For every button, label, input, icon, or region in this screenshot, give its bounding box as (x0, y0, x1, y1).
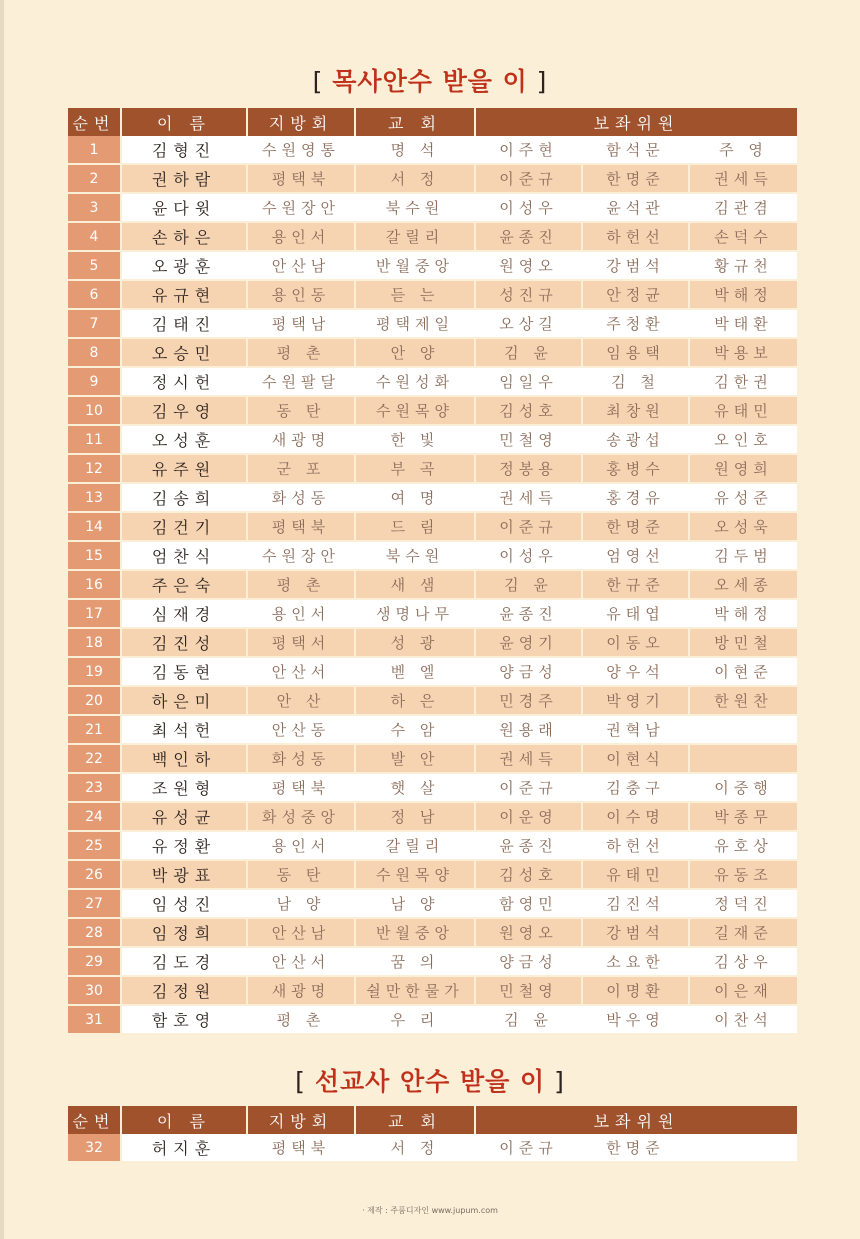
person-name: 최석헌 (121, 715, 247, 744)
person-name: 김태진 (121, 309, 247, 338)
church: 새 샘 (355, 570, 475, 599)
assistant-3: 정덕진 (689, 889, 797, 918)
assistant-1: 김성호 (475, 396, 582, 425)
person-name: 김우영 (121, 396, 247, 425)
row-number: 12 (68, 454, 121, 483)
table-row (68, 918, 797, 947)
table-row (68, 860, 797, 889)
church: 쉴만한물가 (355, 976, 475, 1005)
assistant-1: 윤영기 (475, 628, 582, 657)
district: 새광명 (247, 976, 355, 1005)
assistant-3: 이찬석 (689, 1005, 797, 1034)
district: 용인동 (247, 280, 355, 309)
assistant-1: 이준규 (475, 164, 582, 193)
row-number: 14 (68, 512, 121, 541)
person-name: 오승민 (121, 338, 247, 367)
church: 안 양 (355, 338, 475, 367)
assistant-3: 김관겸 (689, 193, 797, 222)
table-row (68, 280, 797, 309)
assistant-2: 하헌선 (582, 831, 689, 860)
assistant-2: 양우석 (582, 657, 689, 686)
table-row (68, 773, 797, 802)
assistant-2: 임용택 (582, 338, 689, 367)
assistant-1: 원영오 (475, 918, 582, 947)
person-name: 오성훈 (121, 425, 247, 454)
assistant-1: 민철영 (475, 425, 582, 454)
district: 평 촌 (247, 570, 355, 599)
table-row (68, 686, 797, 715)
assistant-1: 윤종진 (475, 831, 582, 860)
header-district: 지방회 (247, 108, 355, 136)
assistant-2: 홍병수 (582, 454, 689, 483)
assistant-1: 오상길 (475, 309, 582, 338)
district: 평택북 (247, 512, 355, 541)
assistant-2: 함석문 (582, 136, 689, 164)
section-title-text: 선교사 안수 받을 이 (314, 1067, 546, 1096)
church: 수원목양 (355, 396, 475, 425)
table-row (68, 541, 797, 570)
assistant-1: 민철영 (475, 976, 582, 1005)
row-number: 3 (68, 193, 121, 222)
row-number: 11 (68, 425, 121, 454)
assistant-2: 박영기 (582, 686, 689, 715)
row-number: 29 (68, 947, 121, 976)
assistant-1: 김 윤 (475, 1005, 582, 1034)
header-assistants: 보좌위원 (475, 1106, 797, 1134)
assistant-2: 한규준 (582, 570, 689, 599)
assistant-3: 박해정 (689, 599, 797, 628)
header-name: 이 름 (121, 1106, 247, 1134)
church: 한 빛 (355, 425, 475, 454)
assistant-2: 한명준 (582, 1134, 689, 1162)
assistant-2: 권혁남 (582, 715, 689, 744)
table-row (68, 715, 797, 744)
assistant-1: 이준규 (475, 1134, 582, 1162)
table-row (68, 425, 797, 454)
header-church: 교 회 (355, 1106, 475, 1134)
assistant-1: 이성우 (475, 193, 582, 222)
table-row (68, 483, 797, 512)
table-row (68, 396, 797, 425)
district: 수원영통 (247, 136, 355, 164)
assistant-3: 주 영 (689, 136, 797, 164)
person-name: 권하람 (121, 164, 247, 193)
person-name: 정시헌 (121, 367, 247, 396)
assistant-2: 유태민 (582, 860, 689, 889)
person-name: 김도경 (121, 947, 247, 976)
district: 용인서 (247, 222, 355, 251)
church: 벧 엘 (355, 657, 475, 686)
row-number: 9 (68, 367, 121, 396)
row-number: 10 (68, 396, 121, 425)
district: 안산서 (247, 947, 355, 976)
table-row (68, 599, 797, 628)
assistant-3: 손덕수 (689, 222, 797, 251)
row-number: 8 (68, 338, 121, 367)
row-number: 22 (68, 744, 121, 773)
person-name: 박광표 (121, 860, 247, 889)
church: 수원성화 (355, 367, 475, 396)
assistant-2: 강범석 (582, 251, 689, 280)
assistant-3: 유태민 (689, 396, 797, 425)
assistant-1: 이성우 (475, 541, 582, 570)
assistant-1: 권세득 (475, 483, 582, 512)
assistant-3: 박용보 (689, 338, 797, 367)
district: 안산동 (247, 715, 355, 744)
assistant-1: 윤종진 (475, 599, 582, 628)
church: 서 정 (355, 164, 475, 193)
district: 평 촌 (247, 1005, 355, 1034)
table-row (68, 193, 797, 222)
assistant-1: 김성호 (475, 860, 582, 889)
church: 남 양 (355, 889, 475, 918)
header-district: 지방회 (247, 1106, 355, 1134)
district: 새광명 (247, 425, 355, 454)
person-name: 함호영 (121, 1005, 247, 1034)
table-row (68, 657, 797, 686)
district: 평택북 (247, 773, 355, 802)
row-number: 32 (68, 1134, 121, 1162)
assistant-2: 최창원 (582, 396, 689, 425)
assistant-1: 이준규 (475, 512, 582, 541)
person-name: 김동현 (121, 657, 247, 686)
church: 듣 는 (355, 280, 475, 309)
row-number: 21 (68, 715, 121, 744)
assistant-3: 이현준 (689, 657, 797, 686)
assistant-1: 이운영 (475, 802, 582, 831)
section-title-missionary: [ 선교사 안수 받을 이 ] (295, 1067, 565, 1096)
row-number: 5 (68, 251, 121, 280)
person-name: 유정환 (121, 831, 247, 860)
assistant-1: 민경주 (475, 686, 582, 715)
church: 성 광 (355, 628, 475, 657)
district: 수원장안 (247, 541, 355, 570)
person-name: 백인하 (121, 744, 247, 773)
person-name: 유규현 (121, 280, 247, 309)
church: 수 암 (355, 715, 475, 744)
assistant-3: 권세득 (689, 164, 797, 193)
row-number: 15 (68, 541, 121, 570)
person-name: 심재경 (121, 599, 247, 628)
person-name: 유성균 (121, 802, 247, 831)
table-header-row (68, 1106, 797, 1134)
table-row (68, 367, 797, 396)
district: 동 탄 (247, 860, 355, 889)
assistant-1: 이준규 (475, 773, 582, 802)
assistant-2: 이수명 (582, 802, 689, 831)
table-row (68, 1005, 797, 1034)
church: 꿈 의 (355, 947, 475, 976)
assistant-2: 안정균 (582, 280, 689, 309)
header-number: 순번 (68, 1106, 121, 1134)
church: 드 림 (355, 512, 475, 541)
church: 반월중앙 (355, 918, 475, 947)
assistant-3: 황규천 (689, 251, 797, 280)
table-row (68, 831, 797, 860)
district: 남 양 (247, 889, 355, 918)
assistant-1: 임일우 (475, 367, 582, 396)
section-title-ordination: [ 목사안수 받을 이 ] (312, 67, 548, 96)
assistant-1: 함영민 (475, 889, 582, 918)
district: 수원장안 (247, 193, 355, 222)
assistant-3: 박해정 (689, 280, 797, 309)
district: 안산서 (247, 657, 355, 686)
church: 부 곡 (355, 454, 475, 483)
assistant-2: 유태엽 (582, 599, 689, 628)
person-name: 윤다윗 (121, 193, 247, 222)
assistant-3: 길재준 (689, 918, 797, 947)
table-row (68, 251, 797, 280)
church: 우 리 (355, 1005, 475, 1034)
district: 평택남 (247, 309, 355, 338)
district: 평택북 (247, 1134, 355, 1162)
assistant-1: 성진규 (475, 280, 582, 309)
assistant-1: 윤종진 (475, 222, 582, 251)
row-number: 27 (68, 889, 121, 918)
church: 북수원 (355, 193, 475, 222)
assistant-2: 하헌선 (582, 222, 689, 251)
church: 명 석 (355, 136, 475, 164)
assistant-2: 주청환 (582, 309, 689, 338)
assistant-1: 권세득 (475, 744, 582, 773)
assistant-2: 송광섭 (582, 425, 689, 454)
assistant-1: 양금성 (475, 657, 582, 686)
table-row (68, 889, 797, 918)
ordination-table (68, 108, 797, 1035)
assistant-2: 강범석 (582, 918, 689, 947)
assistant-3: 김두범 (689, 541, 797, 570)
person-name: 주은숙 (121, 570, 247, 599)
assistant-2: 이명환 (582, 976, 689, 1005)
assistant-3: 오인호 (689, 425, 797, 454)
row-number: 30 (68, 976, 121, 1005)
table-header-row (68, 108, 797, 136)
person-name: 김건기 (121, 512, 247, 541)
assistant-3 (689, 715, 797, 744)
row-number: 20 (68, 686, 121, 715)
assistant-2: 소요한 (582, 947, 689, 976)
header-name: 이 름 (121, 108, 247, 136)
district: 화성동 (247, 744, 355, 773)
person-name: 손하은 (121, 222, 247, 251)
assistant-2: 이동오 (582, 628, 689, 657)
person-name: 조원형 (121, 773, 247, 802)
assistant-1: 이주현 (475, 136, 582, 164)
header-number: 순번 (68, 108, 121, 136)
person-name: 김형진 (121, 136, 247, 164)
person-name: 오광훈 (121, 251, 247, 280)
row-number: 1 (68, 136, 121, 164)
church: 하 은 (355, 686, 475, 715)
section-title-text: 목사안수 받을 이 (332, 67, 528, 96)
district: 화성중앙 (247, 802, 355, 831)
church: 정 남 (355, 802, 475, 831)
district: 용인서 (247, 599, 355, 628)
district: 군 포 (247, 454, 355, 483)
assistant-3: 원영희 (689, 454, 797, 483)
row-number: 26 (68, 860, 121, 889)
assistant-3: 유동조 (689, 860, 797, 889)
row-number: 25 (68, 831, 121, 860)
district: 안산남 (247, 918, 355, 947)
church: 갈릴리 (355, 831, 475, 860)
assistant-2: 윤석관 (582, 193, 689, 222)
row-number: 18 (68, 628, 121, 657)
assistant-3: 김한권 (689, 367, 797, 396)
person-name: 김송희 (121, 483, 247, 512)
table-row (68, 136, 797, 164)
table-row (68, 164, 797, 193)
person-name: 엄찬식 (121, 541, 247, 570)
row-number: 4 (68, 222, 121, 251)
row-number: 2 (68, 164, 121, 193)
assistant-3: 오성욱 (689, 512, 797, 541)
district: 동 탄 (247, 396, 355, 425)
district: 평택북 (247, 164, 355, 193)
assistant-3 (689, 744, 797, 773)
person-name: 유주원 (121, 454, 247, 483)
district: 평택서 (247, 628, 355, 657)
assistant-2: 홍경유 (582, 483, 689, 512)
page-left-edge (0, 0, 4, 1239)
church: 수원목양 (355, 860, 475, 889)
assistant-1: 김 윤 (475, 338, 582, 367)
table-row (68, 570, 797, 599)
assistant-2: 김충구 (582, 773, 689, 802)
district: 화성동 (247, 483, 355, 512)
assistant-3: 이은재 (689, 976, 797, 1005)
assistant-2: 김 철 (582, 367, 689, 396)
assistant-3: 박태환 (689, 309, 797, 338)
church: 발 안 (355, 744, 475, 773)
district: 용인서 (247, 831, 355, 860)
row-number: 19 (68, 657, 121, 686)
table-row (68, 454, 797, 483)
church: 햇 살 (355, 773, 475, 802)
assistant-3: 한원찬 (689, 686, 797, 715)
row-number: 16 (68, 570, 121, 599)
person-name: 임성진 (121, 889, 247, 918)
row-number: 13 (68, 483, 121, 512)
assistant-2: 이현식 (582, 744, 689, 773)
person-name: 하은미 (121, 686, 247, 715)
row-number: 17 (68, 599, 121, 628)
church: 평택제일 (355, 309, 475, 338)
church: 생명나무 (355, 599, 475, 628)
person-name: 임정희 (121, 918, 247, 947)
assistant-3: 유호상 (689, 831, 797, 860)
assistant-1: 양금성 (475, 947, 582, 976)
row-number: 23 (68, 773, 121, 802)
table-row (68, 744, 797, 773)
assistant-2: 한명준 (582, 512, 689, 541)
assistant-3 (689, 1134, 797, 1162)
assistant-3: 이중행 (689, 773, 797, 802)
table-row (68, 976, 797, 1005)
table-row (68, 338, 797, 367)
row-number: 6 (68, 280, 121, 309)
church: 북수원 (355, 541, 475, 570)
row-number: 28 (68, 918, 121, 947)
assistant-3: 김상우 (689, 947, 797, 976)
row-number: 24 (68, 802, 121, 831)
district: 수원팔달 (247, 367, 355, 396)
header-assistants: 보좌위원 (475, 108, 797, 136)
missionary-table (68, 1106, 797, 1163)
church: 서 정 (355, 1134, 475, 1162)
assistant-2: 김진석 (582, 889, 689, 918)
assistant-3: 방민철 (689, 628, 797, 657)
assistant-2: 엄영선 (582, 541, 689, 570)
row-number: 31 (68, 1005, 121, 1034)
person-name: 김정원 (121, 976, 247, 1005)
assistant-3: 유성준 (689, 483, 797, 512)
table-row (68, 309, 797, 338)
assistant-3: 박종무 (689, 802, 797, 831)
assistant-1: 원영오 (475, 251, 582, 280)
church: 갈릴리 (355, 222, 475, 251)
district: 평 촌 (247, 338, 355, 367)
district: 안산남 (247, 251, 355, 280)
table-row (68, 947, 797, 976)
assistant-2: 박우영 (582, 1005, 689, 1034)
assistant-1: 정봉용 (475, 454, 582, 483)
header-church: 교 회 (355, 108, 475, 136)
person-name: 허지훈 (121, 1134, 247, 1162)
assistant-1: 김 윤 (475, 570, 582, 599)
church: 반월중앙 (355, 251, 475, 280)
assistant-3: 오세종 (689, 570, 797, 599)
assistant-1: 원용래 (475, 715, 582, 744)
table-row (68, 222, 797, 251)
assistant-2: 한명준 (582, 164, 689, 193)
table-row (68, 802, 797, 831)
person-name: 김진성 (121, 628, 247, 657)
church: 여 명 (355, 483, 475, 512)
footer-credit: · 제작 : 주품디자인 www.jupum.com (362, 1206, 498, 1215)
table-row (68, 1134, 797, 1162)
table-row (68, 512, 797, 541)
row-number: 7 (68, 309, 121, 338)
district: 안 산 (247, 686, 355, 715)
table-row (68, 628, 797, 657)
